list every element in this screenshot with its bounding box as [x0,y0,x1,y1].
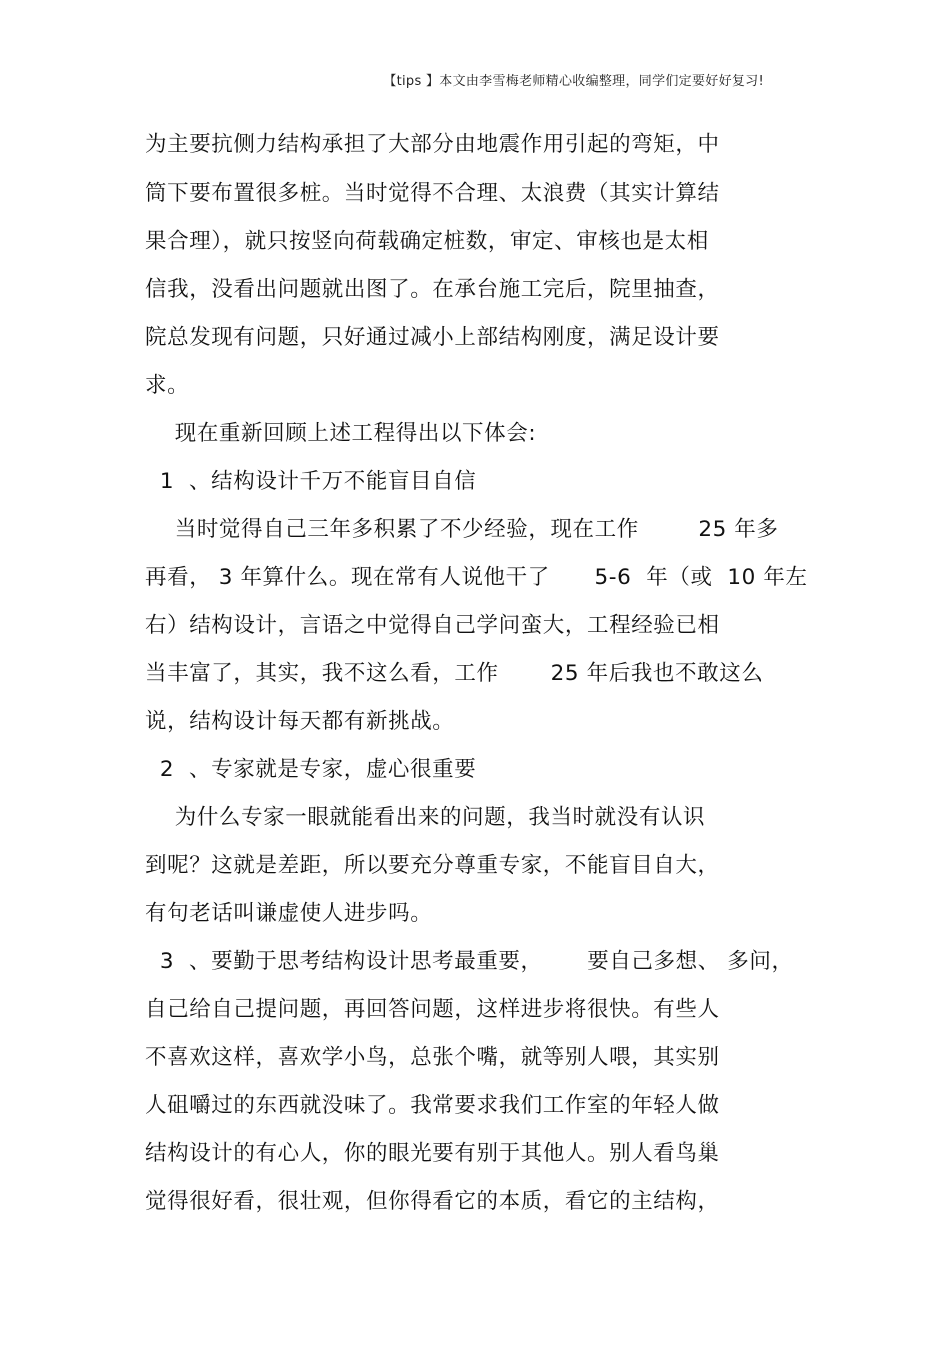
body-line-19: 自己给自己提问题，再回答问题，这样进步将很快。有些人 [145,997,720,1022]
body-line-6: 求。 [145,373,190,398]
body-line-22: 结构设计的有心人，你的眼光要有别于其他人。别人看鸟巢 [145,1141,720,1166]
body-line-11: 右）结构设计，言语之中觉得自己学问蛮大，工程经验已相 [145,613,720,638]
body-line-7: 现在重新回顾上述工程得出以下体会: [145,421,537,446]
body-line-10: 再看， 3 年算什么。现在常有人说他干了 5-6 年（或 10 年左 [145,565,808,590]
body-line-20: 不喜欢这样，喜欢学小鸟，总张个嘴，就等别人喂，其实别 [145,1045,720,1070]
body-line-12: 当丰富了，其实，我不这么看，工作 25 年后我也不敢这么 [145,661,764,686]
body-line-5: 院总发现有问题，只好通过减小上部结构刚度，满足设计要 [145,325,720,350]
section-heading-1: 1 、结构设计千万不能盲目自信 [145,469,477,494]
header-tip: 【tips 】本文由李雪梅老师精心收编整理，同学们定要好好复习! [383,74,764,89]
body-line-23: 觉得很好看，很壮观，但你得看它的本质，看它的主结构， [145,1189,720,1214]
body-line-3: 果合理），就只按竖向荷载确定桩数，审定、审核也是太相 [145,229,709,254]
body-line-4: 信我，没看出问题就出图了。在承台施工完后，院里抽查， [145,277,720,302]
body-line-16: 到呢？这就是差距，所以要充分尊重专家，不能盲目自大， [145,853,720,878]
section-heading-2: 2 、专家就是专家，虚心很重要 [145,757,477,782]
section-heading-3: 3 、要勤于思考结构设计思考最重要， 要自己多想、 多问， [145,949,794,974]
body-line-17: 有句老话叫谦虚使人进步吗。 [145,901,433,926]
body-line-1: 为主要抗侧力结构承担了大部分由地震作用引起的弯矩，中 [145,132,720,157]
body-line-2: 筒下要布置很多桩。当时觉得不合理、太浪费（其实计算结 [145,181,720,206]
body-line-15: 为什么专家一眼就能看出来的问题，我当时就没有认识 [145,805,706,830]
body-line-21: 人砠嚼过的东西就没味了。我常要求我们工作室的年轻人做 [145,1093,720,1118]
body-line-9: 当时觉得自己三年多积累了不少经验，现在工作 25 年多 [145,517,779,542]
body-line-13: 说，结构设计每天都有新挑战。 [145,709,455,734]
